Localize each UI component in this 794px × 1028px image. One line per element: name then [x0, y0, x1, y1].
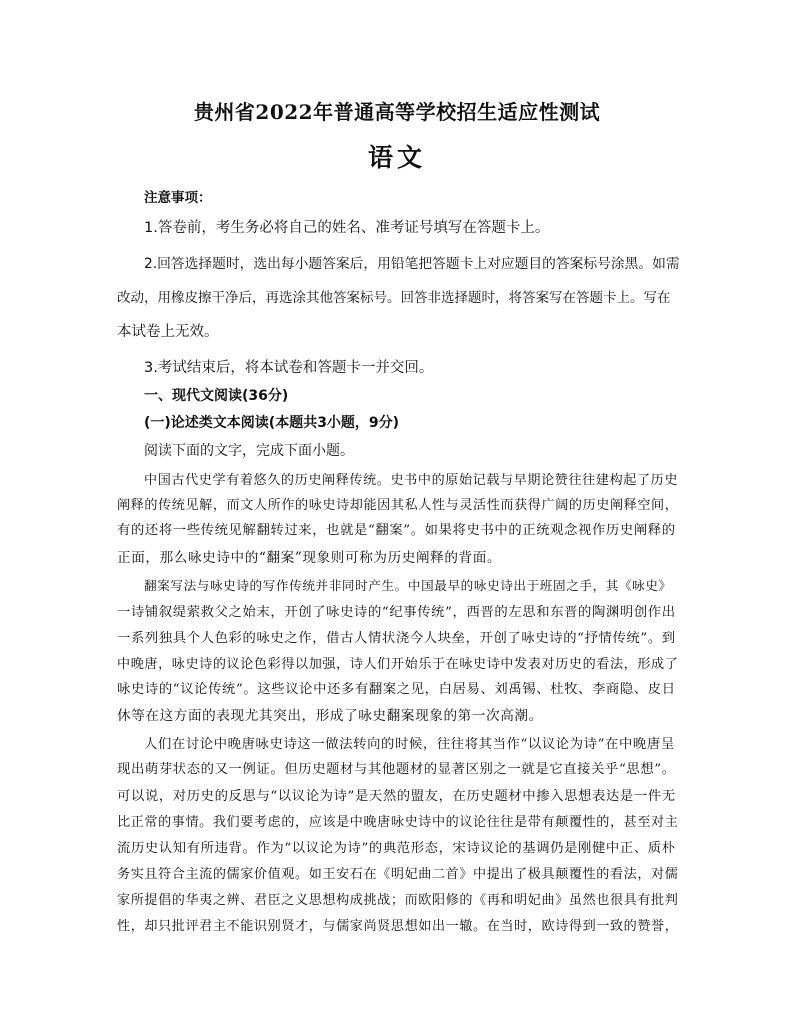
passage-line: 现出萌芽状态的又一例证。但历史题材与其他题材的显著区别之一就是它直接关乎“思想”。: [117, 762, 676, 777]
notice-item-2-line-3: 本试卷上无效。: [117, 324, 219, 340]
passage-line: 性，却只批评君主不能识别贤才，与儒家尚贤思想如出一辙。在当时，欧诗得到一致的赞誉，: [117, 919, 679, 934]
passage-line: 中国古代史学有着悠久的历史阐释传统。史书中的原始记载与早期论赞往往建构起了历史: [144, 473, 679, 488]
passage-line: 流历史认知有所违背。作为“以议论为诗”的典范形态，宋诗议论的基调仍是刚健中正、质朴: [117, 841, 676, 856]
passage-line: 有的还将一些传统见解翻转过来，也就是“翻案”。如果将史书中的正统观念视作历史阐释的: [117, 523, 676, 538]
notice-item-2-line-2: 改动，用橡皮擦干净后，再选涂其他答案标号。回答非选择题时，将答案写在答题卡上。写在: [117, 290, 671, 306]
exam-title: 贵州省2022年普通高等学校招生适应性测试: [193, 100, 601, 124]
passage-line: 正面，那么咏史诗中的“翻案”现象则可称为历史阐释的背面。: [117, 550, 502, 566]
reading-instruction: 阅读下面的文字，完成下面小题。: [144, 443, 354, 459]
passage-line: 翻案写法与咏史诗的写作传统并非同时产生。中国最早的咏史诗出于班固之手，其《咏史》: [144, 578, 672, 593]
passage-line: 人们在讨论中晚唐咏史诗这一做法转向的时候，往往将其当作“以议论为诗”在中晚唐呈: [144, 737, 675, 752]
passage-line: 务实且符合主流的儒家价值观。如王安石在《明妃曲二首》中提出了极具颠覆性的看法，对儒: [117, 867, 679, 882]
notice-heading: 注意事项：: [144, 190, 212, 206]
passage-line: 咏史诗的“议论传统”。这些议论中还多有翻案之见，白居易、刘禹锡、杜牧、李商隐、皮日: [117, 682, 676, 697]
section-heading: 一、现代文阅读(36分): [144, 388, 289, 404]
passage-line: 休等在这方面的表现尤其突出，形成了咏史翻案现象的第一次高潮。: [117, 708, 543, 724]
passage-line: 阐释的传统见解，而文人所作的咏史诗却能因其私人性与灵活性而获得广阔的历史阐释空间，: [117, 498, 679, 513]
notice-item-2-line-1: 2.回答选择题时，选出每小题答案后，用铅笔把答题卡上对应题目的答案标号涂黑。如需: [144, 256, 680, 272]
passage-line: 比正常的事情。我们要考虑的，应该是中晚唐咏史诗中的议论往往是带有颠覆性的，甚至对主: [117, 815, 679, 830]
notice-item-1: 1.答卷前，考生务必将自己的姓名、准考证号填写在答题卡上。: [144, 220, 550, 236]
subject-title: 语文: [367, 143, 426, 172]
passage-line: 中晚唐，咏史诗的议论色彩得以加强，诗人们开始乐于在咏史诗中发表对历史的看法，形成了: [117, 657, 679, 672]
passage-line: 一系列独具个人色彩的咏史之作，借古人情状浇今人块垒，开创了咏史诗的“抒情传统”。到: [117, 631, 676, 646]
passage-line: 一诗铺叙缇萦救父之始末，开创了咏史诗的“纪事传统”，西晋的左思和东晋的陶渊明创作出: [117, 605, 676, 620]
passage-line: 可以说，对历史的反思与“以议论为诗”是天然的盟友，在历史题材中掺入思想表达是一件无: [117, 789, 676, 804]
notice-item-3: 3.考试结束后，将本试卷和答题卡一并交回。: [144, 360, 434, 376]
passage-line: 家所提倡的华夷之辨、君臣之义思想构成挑战；而欧阳修的《再和明妃曲》虽然也很具有批判: [117, 893, 679, 908]
subsection-heading: (一)论述类文本阅读(本题共3小题，9分): [144, 415, 400, 431]
